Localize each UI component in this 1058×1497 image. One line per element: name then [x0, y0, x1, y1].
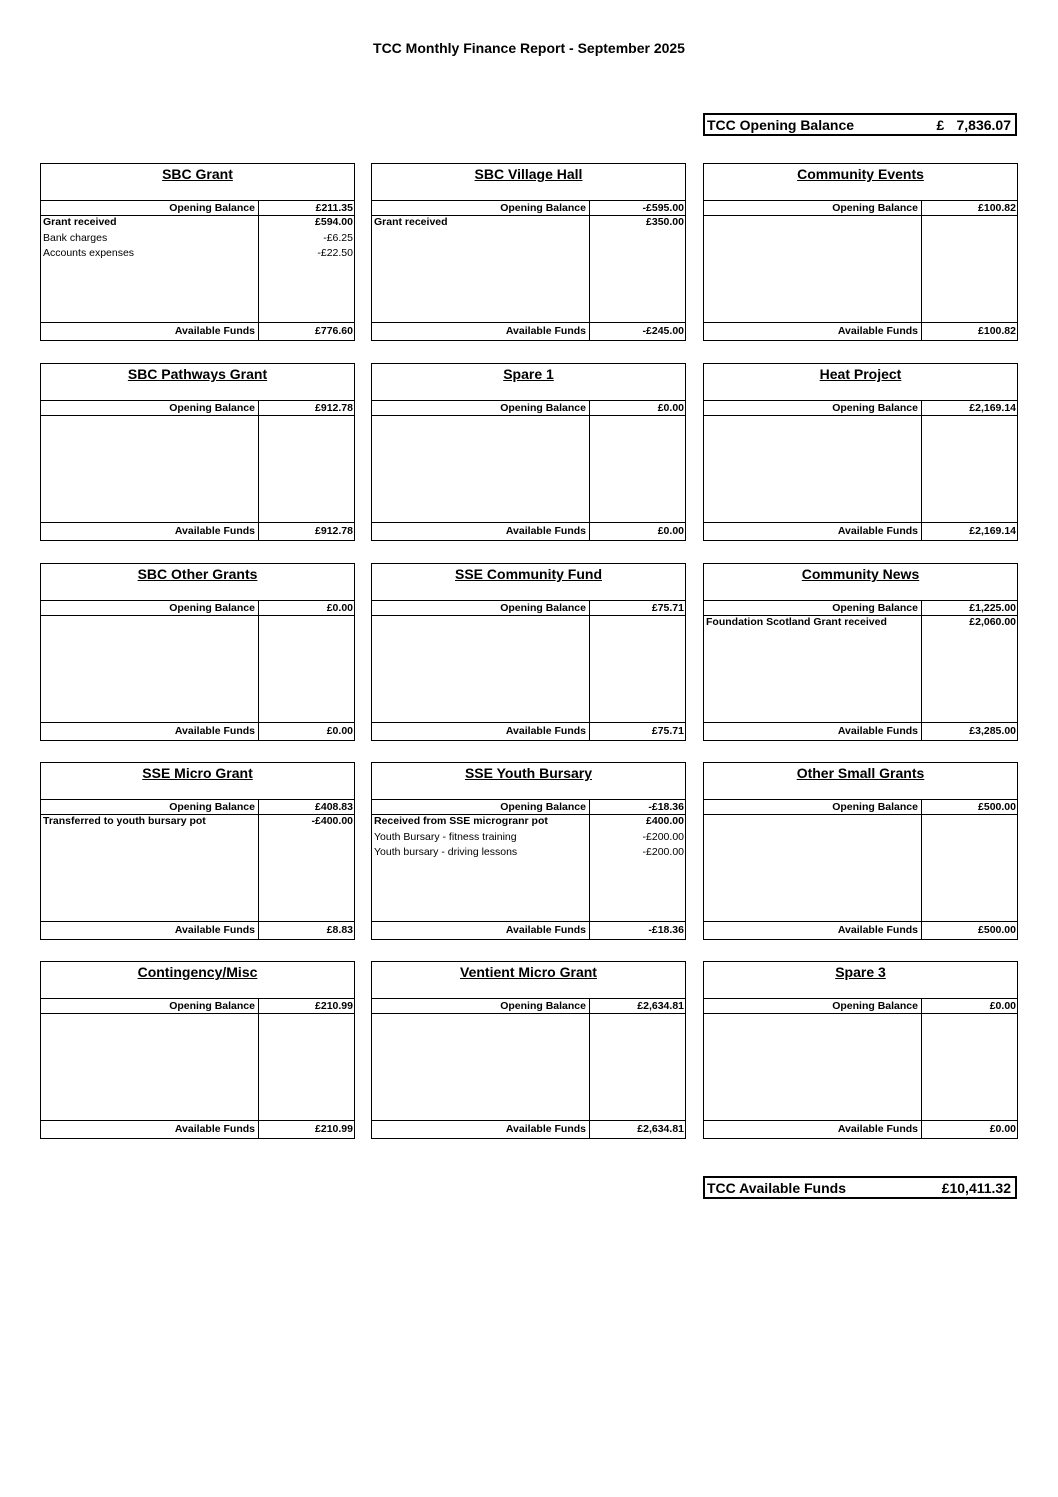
fund-entry-row	[41, 247, 354, 263]
opening-balance-value: 7,836.07	[956, 116, 1011, 133]
opening-balance-row	[41, 201, 354, 216]
opening-balance-amount: -£18.36	[648, 801, 684, 813]
available-funds-label: Available Funds	[837, 924, 918, 936]
fund-title: Ventient Micro Grant	[460, 964, 597, 980]
opening-balance-label: Opening Balance	[169, 801, 255, 813]
report-title: TCC Monthly Finance Report - September 2025	[373, 40, 685, 56]
entry-description: Transferred to youth bursary pot	[43, 815, 206, 827]
opening-balance-row	[41, 401, 354, 416]
fund-title-cell	[704, 962, 1017, 999]
available-funds-row	[41, 921, 354, 939]
fund-title-cell	[41, 962, 354, 999]
tcc-opening-balance	[703, 113, 1017, 136]
available-funds-label: Available Funds	[174, 1123, 255, 1135]
opening-balance-row	[704, 201, 1017, 216]
available-funds-amount: £75.71	[651, 725, 684, 737]
fund-entry-row	[41, 815, 354, 831]
opening-balance-row	[704, 601, 1017, 616]
fund-box	[703, 363, 1018, 541]
available-funds-amount: £0.00	[326, 725, 353, 737]
available-funds-amount: -£245.00	[642, 325, 684, 337]
entry-amount: £594.00	[315, 216, 353, 228]
fund-entries	[704, 616, 1017, 722]
fund-box	[40, 762, 355, 940]
entry-amount: £2,060.00	[969, 616, 1016, 628]
entry-description: Youth bursary - driving lessons	[374, 846, 518, 858]
available-funds-amount: £3,285.00	[969, 725, 1016, 737]
available-funds-value: £10,411.32	[941, 1179, 1011, 1196]
fund-title-cell	[704, 564, 1017, 601]
entry-amount: -£400.00	[311, 815, 353, 827]
opening-balance-label: Opening Balance	[832, 1000, 918, 1012]
opening-balance-amount: £0.00	[989, 1000, 1016, 1012]
opening-balance-label: Opening Balance	[832, 602, 918, 614]
entry-description: Received from SSE microgranr pot	[374, 815, 548, 827]
available-funds-row	[372, 921, 685, 939]
fund-title: Spare 1	[503, 366, 554, 382]
fund-entry-row	[372, 831, 685, 847]
available-funds-label: Available Funds	[505, 725, 586, 737]
available-funds-label: Available Funds	[837, 725, 918, 737]
fund-entries	[704, 416, 1017, 522]
fund-title: SBC Other Grants	[137, 566, 258, 582]
opening-balance-amount: £211.35	[315, 202, 353, 214]
fund-title-cell	[372, 564, 685, 601]
fund-entries	[372, 616, 685, 722]
available-funds-amount: £912.78	[315, 525, 353, 537]
available-funds-label: Available Funds	[174, 924, 255, 936]
opening-balance-row	[704, 401, 1017, 416]
available-funds-label: Available Funds	[837, 1123, 918, 1135]
available-funds-row	[704, 522, 1017, 540]
opening-balance-amount: £2,169.14	[969, 402, 1016, 414]
opening-balance-row	[372, 800, 685, 815]
fund-entries	[41, 216, 354, 322]
fund-title-cell	[704, 164, 1017, 201]
opening-balance-row	[41, 999, 354, 1014]
fund-box	[40, 563, 355, 741]
fund-box	[40, 363, 355, 541]
fund-title: SBC Village Hall	[474, 166, 583, 182]
opening-balance-amount: -£595.00	[642, 202, 684, 214]
available-funds-row	[41, 522, 354, 540]
opening-balance-label: Opening Balance	[500, 602, 586, 614]
fund-box	[703, 163, 1018, 341]
fund-entries	[372, 216, 685, 322]
entry-description: Grant received	[374, 216, 448, 228]
opening-balance-row	[41, 800, 354, 815]
fund-entries	[704, 815, 1017, 921]
opening-balance-row	[704, 800, 1017, 815]
fund-title-cell	[704, 763, 1017, 800]
fund-entries	[41, 416, 354, 522]
opening-balance-label: Opening Balance	[500, 801, 586, 813]
opening-balance-amount: £1,225.00	[969, 602, 1016, 614]
fund-box	[703, 762, 1018, 940]
fund-entries	[41, 616, 354, 722]
available-funds-label: Available Funds	[505, 325, 586, 337]
entry-description: Youth Bursary - fitness training	[374, 830, 517, 843]
entry-amount: £350.00	[646, 216, 684, 228]
entry-description: Accounts expenses	[43, 247, 135, 259]
available-funds-row	[704, 1120, 1017, 1138]
available-funds-label: TCC Available Funds	[707, 1179, 846, 1196]
fund-box	[371, 563, 686, 741]
available-funds-label: Available Funds	[837, 525, 918, 537]
opening-balance-label: Opening Balance	[500, 202, 586, 214]
opening-balance-amount: £100.82	[978, 202, 1016, 214]
fund-entries	[41, 815, 354, 921]
fund-entries	[704, 1014, 1017, 1120]
entry-amount: -£6.25	[323, 231, 353, 244]
fund-entry-row	[41, 232, 354, 248]
fund-entry-row	[372, 815, 685, 831]
available-funds-row	[704, 322, 1017, 340]
entry-amount: -£200.00	[642, 846, 684, 858]
available-funds-label: Available Funds	[174, 725, 255, 737]
fund-title: SSE Youth Bursary	[464, 765, 593, 781]
fund-title-cell	[372, 962, 685, 999]
entry-amount: -£22.50	[317, 247, 353, 259]
fund-title: Community Events	[797, 166, 924, 182]
available-funds-row	[704, 921, 1017, 939]
available-funds-row	[372, 1120, 685, 1138]
fund-title-cell	[372, 763, 685, 800]
available-funds-row	[41, 1120, 354, 1138]
fund-title-cell	[41, 164, 354, 201]
available-funds-amount: £2,634.81	[637, 1123, 684, 1135]
opening-balance-label: Opening Balance	[169, 202, 255, 214]
available-funds-amount: £500.00	[978, 924, 1016, 936]
available-funds-amount: £0.00	[657, 525, 684, 537]
available-funds-row	[41, 722, 354, 740]
fund-title: Other Small Grants	[796, 765, 925, 781]
available-funds-row	[704, 722, 1017, 740]
opening-balance-label: TCC Opening Balance	[707, 116, 855, 133]
fund-box	[371, 762, 686, 940]
fund-title: SBC Grant	[162, 166, 233, 182]
available-funds-amount: £8.83	[326, 924, 353, 936]
entry-description: Bank charges	[43, 231, 108, 244]
fund-box	[40, 163, 355, 341]
opening-balance-label: Opening Balance	[832, 202, 918, 214]
opening-balance-row	[372, 201, 685, 216]
opening-balance-amount: £500.00	[978, 801, 1016, 813]
fund-entries	[372, 1014, 685, 1120]
opening-balance-row	[41, 601, 354, 616]
fund-box	[371, 961, 686, 1139]
opening-balance-amount: £912.78	[315, 402, 353, 414]
opening-balance-row	[372, 601, 685, 616]
fund-title-cell	[372, 364, 685, 401]
opening-balance-amount: £408.83	[315, 801, 353, 813]
available-funds-label: Available Funds	[505, 924, 586, 936]
opening-balance-amount: £0.00	[326, 602, 353, 614]
fund-title-cell	[41, 364, 354, 401]
opening-balance-currency: £	[936, 116, 945, 133]
opening-balance-row	[704, 999, 1017, 1014]
entry-amount: -£200.00	[642, 830, 684, 843]
entry-description: Grant received	[43, 216, 117, 228]
fund-box	[371, 363, 686, 541]
fund-entries	[41, 1014, 354, 1120]
fund-entry-row	[704, 616, 1017, 632]
available-funds-amount: £100.82	[978, 325, 1016, 337]
available-funds-label: Available Funds	[505, 1123, 586, 1135]
available-funds-row	[41, 322, 354, 340]
fund-title-cell	[704, 364, 1017, 401]
fund-title: SSE Community Fund	[455, 566, 602, 582]
fund-title: SBC Pathways Grant	[127, 366, 268, 382]
available-funds-label: Available Funds	[174, 525, 255, 537]
available-funds-amount: -£18.36	[648, 924, 684, 936]
fund-entry-row	[372, 846, 685, 862]
fund-title: Heat Project	[819, 366, 902, 382]
fund-entries	[372, 815, 685, 921]
fund-title: Spare 3	[835, 964, 886, 980]
opening-balance-row	[372, 401, 685, 416]
available-funds-row	[372, 322, 685, 340]
fund-entries	[372, 416, 685, 522]
fund-box	[40, 961, 355, 1139]
opening-balance-label: Opening Balance	[169, 1000, 255, 1012]
available-funds-amount: £776.60	[315, 325, 353, 337]
opening-balance-amount: £0.00	[657, 402, 684, 414]
opening-balance-label: Opening Balance	[169, 602, 255, 614]
entry-amount: £400.00	[646, 815, 684, 827]
fund-entries	[704, 216, 1017, 322]
opening-balance-label: Opening Balance	[832, 402, 918, 414]
opening-balance-amount: £2,634.81	[637, 1000, 684, 1012]
fund-title-cell	[372, 164, 685, 201]
fund-entry-row	[41, 216, 354, 232]
fund-box	[703, 563, 1018, 741]
opening-balance-amount: £75.71	[651, 602, 684, 614]
opening-balance-amount: £210.99	[315, 1000, 353, 1012]
opening-balance-label: Opening Balance	[169, 402, 255, 414]
available-funds-label: Available Funds	[174, 325, 255, 337]
opening-balance-label: Opening Balance	[500, 1000, 586, 1012]
fund-title-cell	[41, 763, 354, 800]
fund-title: SSE Micro Grant	[142, 765, 253, 781]
available-funds-amount: £2,169.14	[969, 525, 1016, 537]
available-funds-label: Available Funds	[505, 525, 586, 537]
fund-title: Contingency/Misc	[137, 964, 258, 980]
fund-box	[371, 163, 686, 341]
available-funds-amount: £210.99	[315, 1123, 353, 1135]
fund-title-cell	[41, 564, 354, 601]
available-funds-amount: £0.00	[989, 1123, 1016, 1135]
available-funds-row	[372, 722, 685, 740]
tcc-available-funds	[703, 1176, 1017, 1199]
fund-title: Community News	[801, 566, 920, 582]
opening-balance-label: Opening Balance	[832, 801, 918, 813]
fund-box	[703, 961, 1018, 1139]
available-funds-row	[372, 522, 685, 540]
fund-entry-row	[372, 216, 685, 232]
opening-balance-row	[372, 999, 685, 1014]
available-funds-label: Available Funds	[837, 325, 918, 337]
opening-balance-label: Opening Balance	[500, 402, 586, 414]
entry-description: Foundation Scotland Grant received	[706, 616, 887, 628]
